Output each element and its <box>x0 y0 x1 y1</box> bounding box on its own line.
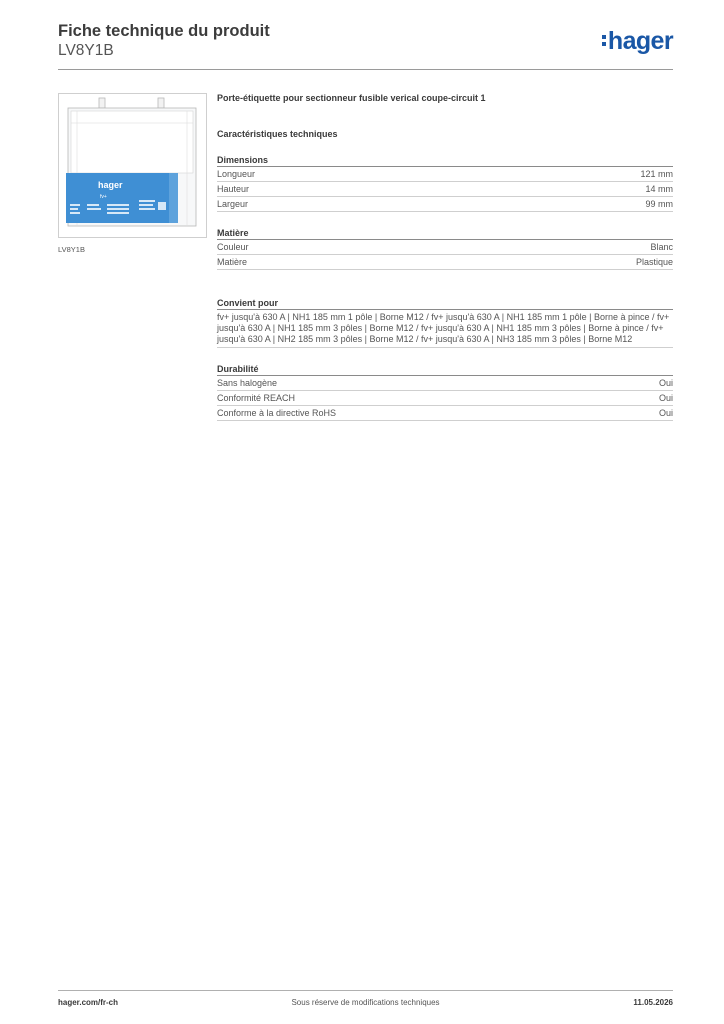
product-reference: LV8Y1B <box>58 42 114 59</box>
product-description: Porte-étiquette pour sectionneur fusible verical coupe-circuit 1 <box>217 93 486 103</box>
spec-row <box>217 182 673 197</box>
spec-row <box>217 240 673 255</box>
section-heading: Durabilité <box>217 364 259 374</box>
spec-row <box>217 167 673 182</box>
spec-value: Oui <box>658 378 673 388</box>
logo-text: hager <box>607 27 673 55</box>
footer-date: 11.05.2026 <box>633 998 673 1007</box>
section-heading: Dimensions <box>217 155 269 165</box>
product-image-caption: LV8Y1B <box>58 245 85 254</box>
footer-notice: Sous réserve de modifications techniques <box>291 998 440 1007</box>
blue-label-edge-shape <box>169 173 178 223</box>
spec-row <box>217 406 673 421</box>
spec-value: 121 mm <box>640 169 673 179</box>
spec-row <box>217 391 673 406</box>
product-image-frame <box>58 93 207 238</box>
label-logo-text: hager <box>98 180 123 190</box>
spec-value: Oui <box>658 408 673 418</box>
compatibility-text: fv+ jusqu'à 630 A | NH1 185 mm 1 pôle | Borne M12 / fv+ jusqu'à 630 A | NH1 185 mm 1 pôle | Borne à pince / fv+ jusqu'à 630 A | NH1 185 mm 3 pôles | Borne M12 / fv+ jusqu'à 630 A | NH1 185 mm 3 pôles | Borne à pince / fv+ jusqu'à 630 A | NH2 185 mm 3 pôles | Borne M12 / fv+ jusqu'à 630 A | NH3 185 mm 3 pôles | Borne M12 <box>217 310 673 348</box>
spec-label: Sans halogène <box>217 378 278 388</box>
section-heading: Matière <box>217 228 249 238</box>
left-tab-shape <box>99 98 105 108</box>
spec-label: Largeur <box>217 199 249 209</box>
section-durability <box>217 364 673 421</box>
spec-value: Oui <box>658 393 673 403</box>
section-dimensions <box>217 155 673 212</box>
logo-dots-icon <box>602 33 607 48</box>
label-product-text: fv+ <box>100 194 107 200</box>
spec-label: Hauteur <box>217 184 250 194</box>
spec-value: Blanc <box>650 242 673 252</box>
spec-label: Longueur <box>217 169 256 179</box>
spec-value: 14 mm <box>645 184 673 194</box>
product-label-holder-image <box>59 94 206 237</box>
spec-label: Conforme à la directive RoHS <box>217 408 337 418</box>
spec-content <box>217 93 673 437</box>
spec-row <box>217 255 673 270</box>
right-tab-shape <box>158 98 164 108</box>
header-divider <box>58 69 673 70</box>
spec-value: Plastique <box>635 257 673 267</box>
section-compatibility <box>217 298 673 348</box>
page-title: Fiche technique du produit <box>58 22 270 40</box>
qr-code-icon <box>158 202 166 210</box>
spec-row <box>217 197 673 212</box>
section-material <box>217 228 673 270</box>
hager-logo <box>602 27 673 56</box>
footer-website-link[interactable]: hager.com/fr-ch <box>58 998 119 1007</box>
frame-window-shape <box>71 111 193 173</box>
spec-row <box>217 376 673 391</box>
spec-label: Matière <box>217 257 248 267</box>
spec-label: Couleur <box>217 242 249 252</box>
section-heading: Convient pour <box>217 298 278 308</box>
page-header <box>58 21 673 69</box>
footer-divider <box>58 990 673 991</box>
tech-heading: Caractéristiques techniques <box>217 129 338 139</box>
spec-label: Conformité REACH <box>217 393 296 403</box>
spec-value: 99 mm <box>645 199 673 209</box>
